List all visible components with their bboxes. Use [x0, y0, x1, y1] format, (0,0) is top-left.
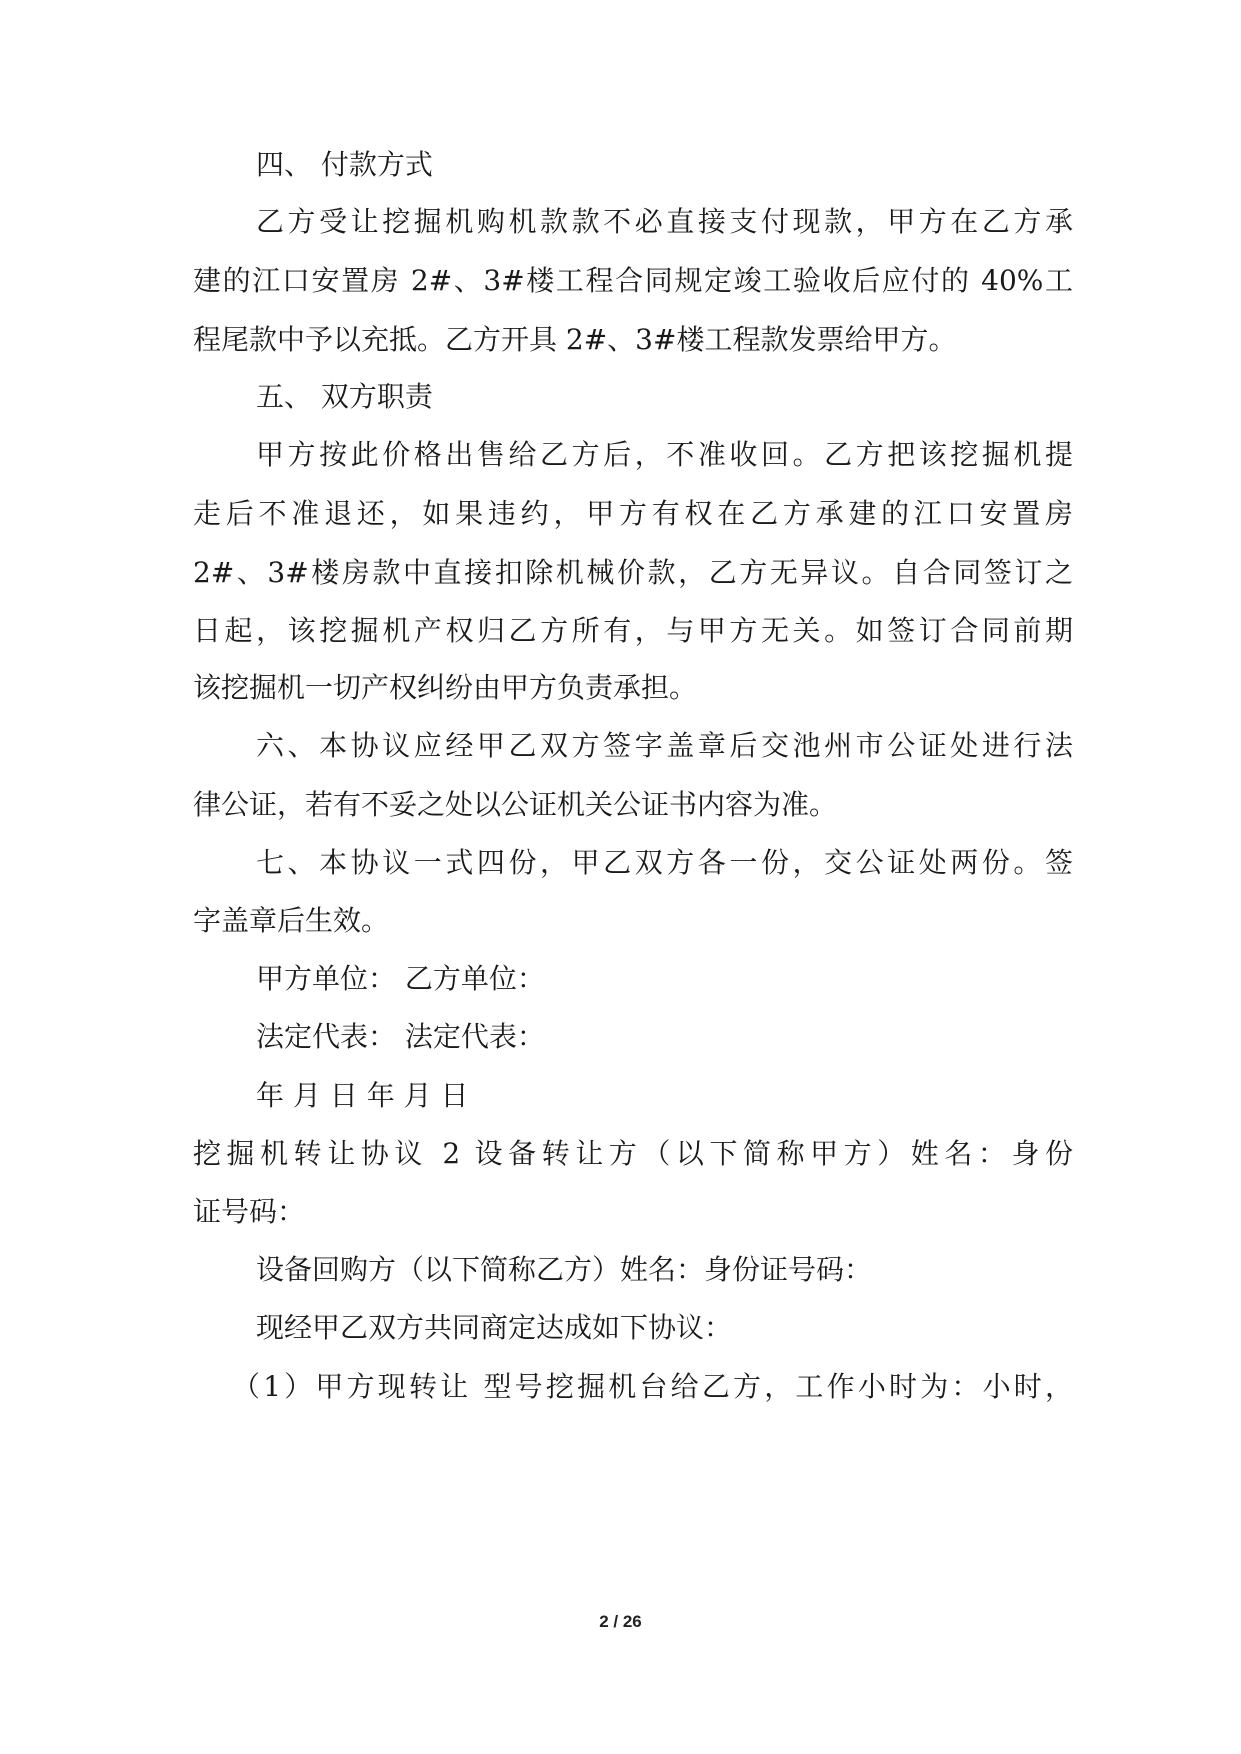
paragraph-line: 证号码：	[193, 1195, 306, 1228]
page-number: 2 / 26	[599, 1612, 642, 1631]
legal-representative: 法定代表： 法定代表：	[256, 1020, 545, 1053]
section-heading-payment: 四、 付款方式	[256, 148, 433, 181]
paragraph-line: 现经甲乙双方共同商定达成如下协议：	[256, 1311, 733, 1344]
paragraph-line: 乙方受让挖掘机购机款款不必直接支付现款，甲方在乙方承	[256, 205, 1073, 238]
paragraph-line: 该挖掘机一切产权纠纷由甲方负责承担。	[193, 671, 698, 704]
paragraph-line: 日起，该挖掘机产权归乙方所有，与甲方无关。如签订合同前期	[193, 614, 1073, 647]
paragraph-line: 字盖章后生效。	[193, 904, 390, 937]
paragraph-line: 程尾款中予以充抵。乙方开具 2#、3#楼工程款发票给甲方。	[193, 323, 957, 356]
clause-1-line: （1）甲方现转让 型号挖掘机台给乙方，工作小时为：小时，	[232, 1370, 1073, 1403]
paragraph-line: 走后不准退还，如果违约，甲方有权在乙方承建的江口安置房	[193, 497, 1073, 530]
paragraph-line: 六、本协议应经甲乙双方签字盖章后交池州市公证处进行法	[256, 729, 1073, 762]
party-a-b-unit: 甲方单位： 乙方单位：	[256, 962, 545, 995]
agreement-2-title-line: 挖掘机转让协议 2 设备转让方（以下简称甲方）姓名：身份	[193, 1137, 1073, 1170]
paragraph-line: 2#、3#楼房款中直接扣除机械价款，乙方无异议。自合同签订之	[193, 556, 1073, 589]
paragraph-line: 律公证，若有不妥之处以公证机关公证书内容为准。	[193, 788, 838, 821]
paragraph-line: 甲方按此价格出售给乙方后，不准收回。乙方把该挖掘机提	[256, 438, 1073, 471]
paragraph-line: 设备回购方（以下简称乙方）姓名：身份证号码：	[256, 1253, 873, 1286]
paragraph-line: 七、本协议一式四份，甲乙双方各一份，交公证处两份。签	[256, 846, 1073, 879]
paragraph-line: 建的江口安置房 2#、3#楼工程合同规定竣工验收后应付的 40%工	[193, 264, 1073, 297]
signature-date: 年 月 日 年 月 日	[256, 1079, 469, 1112]
section-heading-duties: 五、 双方职责	[256, 380, 433, 413]
